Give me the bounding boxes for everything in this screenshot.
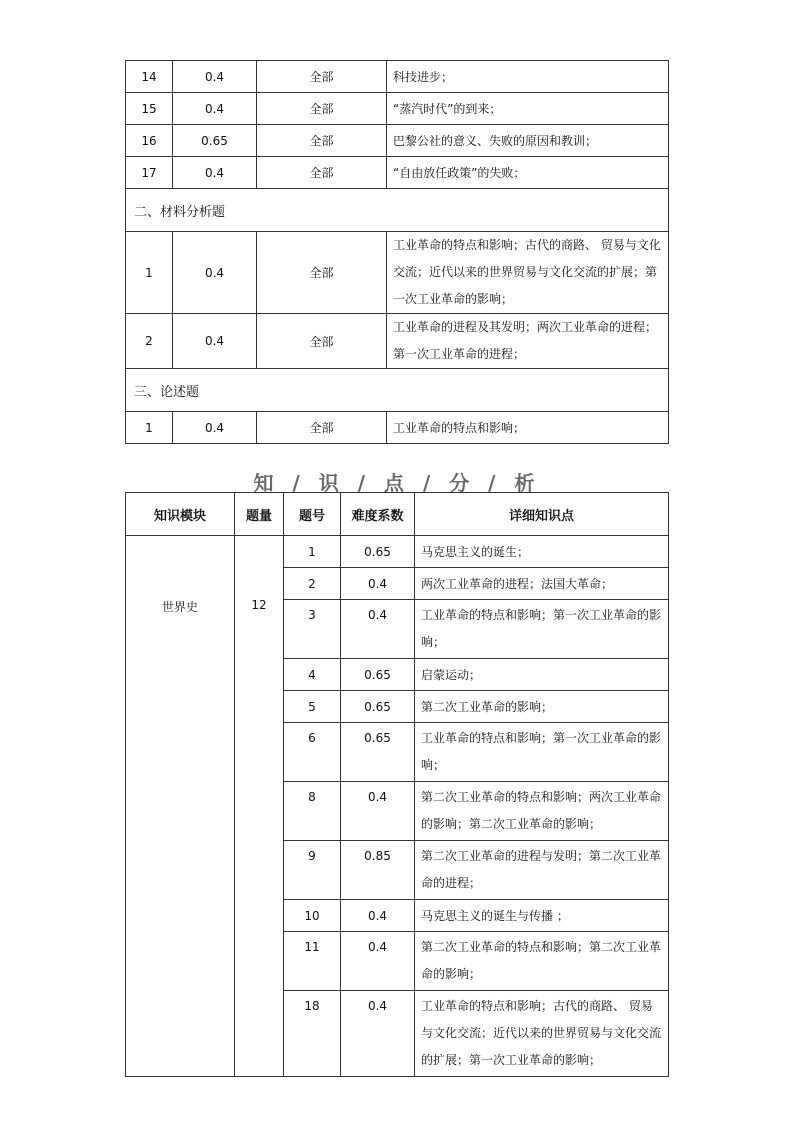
section-title-material: 二、材料分析题 (126, 189, 669, 232)
question-number: 17 (126, 157, 173, 189)
difficulty-value: 0.4 (341, 932, 415, 991)
difficulty-value: 0.4 (341, 900, 415, 932)
difficulty-value: 0.65 (173, 125, 257, 157)
difficulty-value: 0.4 (341, 600, 415, 659)
difficulty-value: 0.4 (341, 568, 415, 600)
difficulty-value: 0.65 (341, 536, 415, 568)
knowledge-detail: 第二次工业革命的影响； (415, 691, 669, 723)
difficulty-value: 0.4 (173, 93, 257, 125)
knowledge-analysis-table (125, 492, 669, 1077)
knowledge-detail: 工业革命的特点和影响； (387, 412, 669, 444)
question-number: 2 (284, 568, 341, 600)
knowledge-detail: 巴黎公社的意义、失败的原因和教训； (387, 125, 669, 157)
scope-value: 全部 (257, 314, 387, 369)
difficulty-value: 0.4 (173, 232, 257, 314)
knowledge-detail: “自由放任政策”的失败； (387, 157, 669, 189)
knowledge-detail: 工业革命的特点和影响；第一次工业革命的影响； (415, 600, 669, 659)
question-number: 11 (284, 932, 341, 991)
difficulty-value: 0.4 (173, 61, 257, 93)
question-number: 4 (284, 659, 341, 691)
knowledge-detail: 工业革命的进程及其发明；两次工业革命的进程；第一次工业革命的进程； (387, 314, 669, 369)
knowledge-detail: 启蒙运动； (415, 659, 669, 691)
difficulty-value: 0.4 (173, 157, 257, 189)
difficulty-value: 0.4 (173, 314, 257, 369)
question-number: 15 (126, 93, 173, 125)
module-name: 世界史 (126, 536, 235, 1077)
question-number: 14 (126, 61, 173, 93)
question-number: 6 (284, 723, 341, 782)
knowledge-detail: 两次工业革命的进程；法国大革命； (415, 568, 669, 600)
table-row (126, 232, 669, 314)
table-row (126, 93, 669, 125)
difficulty-value: 0.4 (341, 991, 415, 1077)
question-number: 2 (126, 314, 173, 369)
knowledge-detail: 工业革命的特点和影响；第一次工业革命的影响； (415, 723, 669, 782)
section-heading: 知 / 识 / 点 / 分 / 析 (253, 471, 541, 495)
difficulty-value: 0.4 (341, 782, 415, 841)
header-count: 题量 (235, 493, 284, 536)
scope-value: 全部 (257, 93, 387, 125)
knowledge-detail: 第二次工业革命的特点和影响；第二次工业革命的影响； (415, 932, 669, 991)
question-number: 8 (284, 782, 341, 841)
question-number: 9 (284, 841, 341, 900)
knowledge-detail: 工业革命的特点和影响；古代的商路、 贸易与文化交流；近代以来的世界贸易与文化交流的扩展；第一次工业革命的影响； (415, 991, 669, 1077)
section-title-essay: 三、论述题 (126, 369, 669, 412)
table-row (126, 536, 669, 568)
question-number: 16 (126, 125, 173, 157)
difficulty-value: 0.65 (341, 723, 415, 782)
question-number: 3 (284, 600, 341, 659)
knowledge-detail: 第二次工业革命的进程与发明；第二次工业革命的进程； (415, 841, 669, 900)
table-row (126, 157, 669, 189)
question-number: 18 (284, 991, 341, 1077)
difficulty-value: 0.65 (341, 659, 415, 691)
scope-value: 全部 (257, 125, 387, 157)
header-module: 知识模块 (126, 493, 235, 536)
question-number: 1 (126, 232, 173, 314)
header-detail: 详细知识点 (415, 493, 669, 536)
table-row (126, 125, 669, 157)
question-number: 1 (126, 412, 173, 444)
table-row (126, 61, 669, 93)
difficulty-value: 0.4 (173, 412, 257, 444)
question-number: 1 (284, 536, 341, 568)
scope-value: 全部 (257, 157, 387, 189)
knowledge-detail: 科技进步； (387, 61, 669, 93)
scope-value: 全部 (257, 412, 387, 444)
knowledge-detail: 马克思主义的诞生； (415, 536, 669, 568)
section-row (126, 189, 669, 232)
header-number: 题号 (284, 493, 341, 536)
scope-value: 全部 (257, 61, 387, 93)
knowledge-detail: 工业革命的特点和影响；古代的商路、 贸易与文化交流；近代以来的世界贸易与文化交流的扩展；第一次工业革命的影响； (387, 232, 669, 314)
knowledge-detail: 第二次工业革命的特点和影响；两次工业革命的影响；第二次工业革命的影响； (415, 782, 669, 841)
knowledge-detail: 马克思主义的诞生与传播 ； (415, 900, 669, 932)
question-number: 10 (284, 900, 341, 932)
header-difficulty: 难度系数 (341, 493, 415, 536)
knowledge-detail: “蒸汽时代”的到来； (387, 93, 669, 125)
question-count: 12 (235, 536, 284, 1077)
header-row (126, 493, 669, 536)
table-row (126, 412, 669, 444)
difficulty-value: 0.65 (341, 691, 415, 723)
difficulty-value: 0.85 (341, 841, 415, 900)
question-number: 5 (284, 691, 341, 723)
table-row (126, 314, 669, 369)
scope-value: 全部 (257, 232, 387, 314)
question-table (125, 60, 669, 444)
section-row (126, 369, 669, 412)
